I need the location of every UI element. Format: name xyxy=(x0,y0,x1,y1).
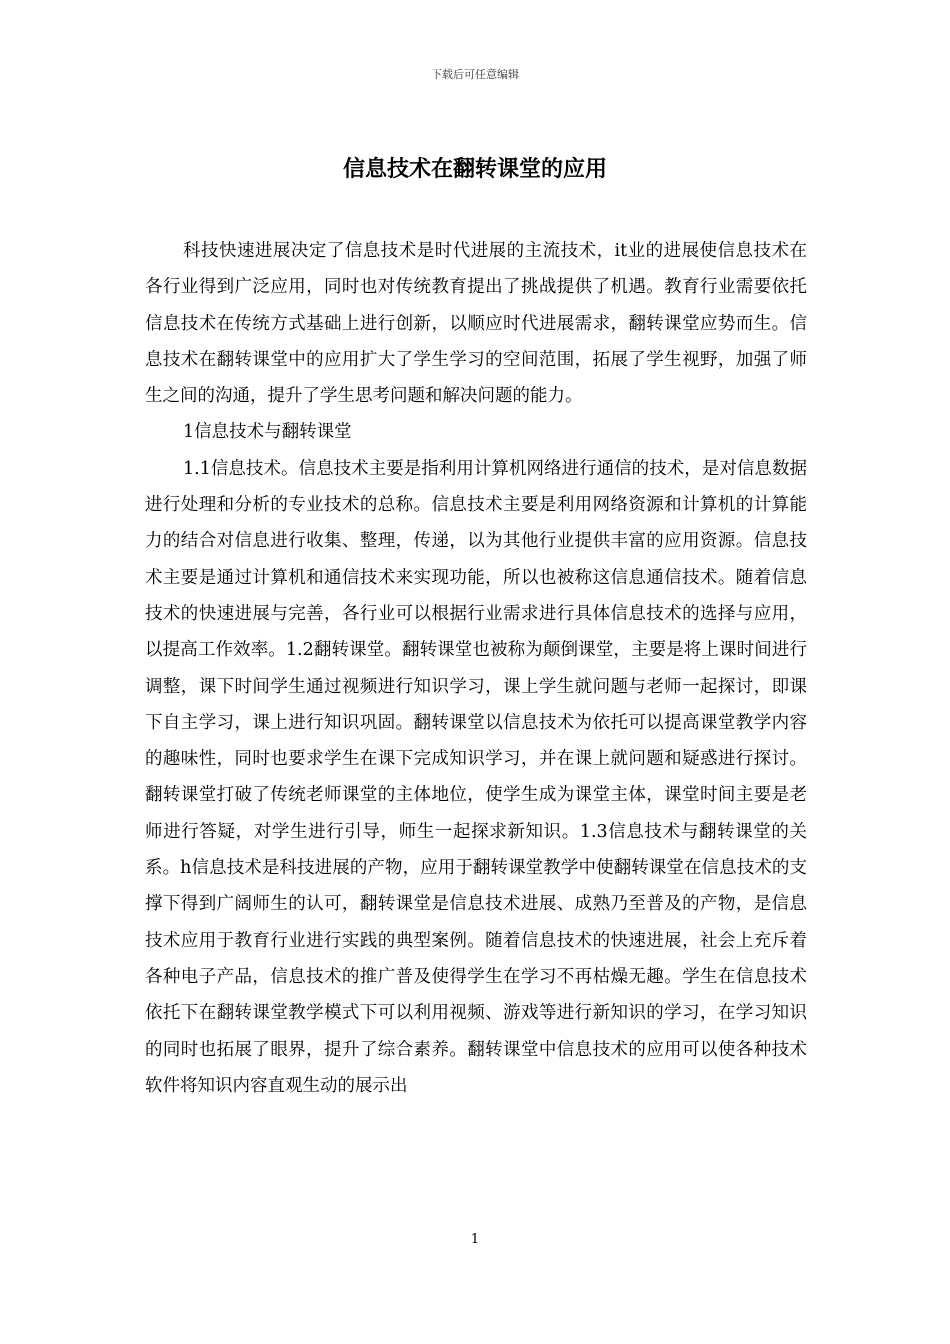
header-note: 下载后可任意编辑 xyxy=(431,68,519,81)
document-body xyxy=(145,233,807,1104)
section-paragraph: 1.1信息技术。信息技术主要是指利用计算机网络进行通信的技术，是对信息数据进行处理和分析的专业技术的总称。信息技术主要是利用网络资源和计算机的计算能力的结合对信息进行收集、整理，传递，以为其他行业提供丰富的应用资源。信息技术主要是通过计算机和通信技术来实现功能，所以也被称这信息通信技术。随着信息技术的快速进展与完善，各行业可以根据行业需求进行具体信息技术的选择与应用，以提高工作效率。1.2翻转课堂。翻转课堂也被称为颠倒课堂，主要是将上课时间进行调整，课下时间学生通过视频进行知识学习，课上学生就问题与老师一起探讨，即课下自主学习，课上进行知识巩固。翻转课堂以信息技术为依托可以提高课堂教学内容的趣味性，同时也要求学生在课下完成知识学习，并在课上就问题和疑惑进行探讨。翻转课堂打破了传统老师课堂的主体地位，使学生成为课堂主体，课堂时间主要是老师进行答疑，对学生进行引导，师生一起探求新知识。1.3信息技术与翻转课堂的关系。h信息技术是科技进展的产物，应用于翻转课堂教学中使翻转课堂在信息技术的支撑下得到广阔师生的认可，翻转课堂是信息技术进展、成熟乃至普及的产物，是信息技术应用于教育行业进行实践的典型案例。随着信息技术的快速进展，社会上充斥着各种电子产品，信息技术的推广普及使得学生在学习不再枯燥无趣。学生在信息技术依托下在翻转课堂教学模式下可以利用视频、游戏等进行新知识的学习，在学习知识的同时也拓展了眼界，提升了综合素养。翻转课堂中信息技术的应用可以使各种技术软件将知识内容直观生动的展示出 xyxy=(145,458,807,1096)
document-title: 信息技术在翻转课堂的应用 xyxy=(342,157,607,182)
page-number: 1 xyxy=(470,1232,480,1247)
intro-paragraph: 科技快速进展决定了信息技术是时代进展的主流技术，it业的进展使信息技术在各行业得到广泛应用，同时也对传统教育提出了挑战提供了机遇。教育行业需要依托信息技术在传统方式基础上进行创新，以顺应时代进展需求，翻转课堂应势而生。信息技术在翻转课堂中的应用扩大了学生学习的空间范围，拓展了学生视野，加强了师生之间的沟通，提升了学生思考问题和解决问题的能力。 xyxy=(145,241,807,407)
section-heading: 1信息技术与翻转课堂 xyxy=(183,422,352,443)
